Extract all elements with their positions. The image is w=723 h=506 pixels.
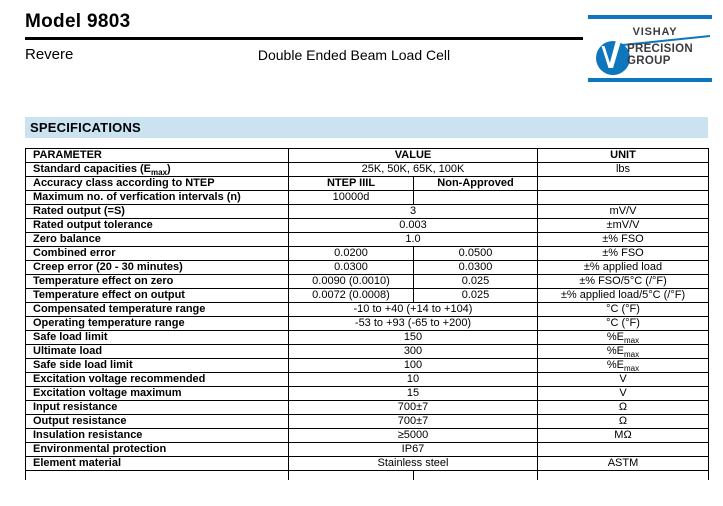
- brand-name: Revere: [25, 46, 74, 63]
- parameter-cell: Maximum no. of verfication intervals (n): [26, 191, 289, 205]
- unit-cell: [538, 471, 709, 480]
- parameter-cell: Compensated temperature range: [26, 303, 289, 317]
- unit-cell: mV/V: [538, 205, 709, 219]
- parameter-cell: Ultimate load: [26, 345, 289, 359]
- parameter-cell: Temperature effect on zero: [26, 275, 289, 289]
- value-cell: 700±7: [289, 401, 538, 415]
- value-cell: 0.003: [289, 219, 538, 233]
- col-header-parameter: PARAMETER: [26, 149, 289, 163]
- table-row: [26, 443, 709, 457]
- value-cell: 0.025: [414, 275, 538, 289]
- table-row: [26, 429, 709, 443]
- table-row: [26, 401, 709, 415]
- logo-vishay-text: VISHAY: [632, 26, 678, 38]
- table-row: [26, 233, 709, 247]
- unit-cell: V: [538, 373, 709, 387]
- value-cell: 10: [289, 373, 538, 387]
- table-row: [26, 303, 709, 317]
- unit-cell: °C (°F): [538, 303, 709, 317]
- unit-cell: [538, 443, 709, 457]
- parameter-cell: Insulation resistance: [26, 429, 289, 443]
- table-row: [26, 317, 709, 331]
- unit-cell: $\%E_{max}$: [538, 345, 709, 359]
- table-row: [26, 247, 709, 261]
- value-cell: 0.025: [414, 289, 538, 303]
- unit-cell: V: [538, 387, 709, 401]
- value-cell: -10 to +40 (+14 to +104): [289, 303, 538, 317]
- unit-cell: ±% FSO: [538, 247, 709, 261]
- parameter-cell: Input resistance: [26, 401, 289, 415]
- unit-cell: ASTM: [538, 457, 709, 471]
- unit-cell: $\%E_{max}$: [538, 359, 709, 373]
- unit-cell: Ω: [538, 401, 709, 415]
- value-cell: 300: [289, 345, 538, 359]
- value-cell: 15: [289, 387, 538, 401]
- table-row: [26, 457, 709, 471]
- value-cell: 0.0200: [289, 247, 414, 261]
- parameter-cell: Combined error: [26, 247, 289, 261]
- table-row: [26, 331, 709, 345]
- value-cell: [414, 191, 538, 205]
- table-row: [26, 219, 709, 233]
- value-cell: ≥5000: [289, 429, 538, 443]
- parameter-cell: Rated output tolerance: [26, 219, 289, 233]
- unit-cell: $\%E_{max}$: [538, 331, 709, 345]
- table-row: [26, 345, 709, 359]
- parameter-cell: Environmental protection: [26, 443, 289, 457]
- unit-cell: Ω: [538, 415, 709, 429]
- unit-cell: ±% FSO: [538, 233, 709, 247]
- value-cell: 0.0300: [414, 261, 538, 275]
- table-row: [26, 191, 709, 205]
- unit-cell: °C (°F): [538, 317, 709, 331]
- unit-cell: ±% applied load/5°C (/°F): [538, 289, 709, 303]
- table-row: [26, 177, 709, 191]
- product-name: Double Ended Beam Load Cell: [257, 47, 451, 63]
- value-cell: 1.0: [289, 233, 538, 247]
- parameter-cell: [26, 471, 289, 480]
- col-header-unit: UNIT: [538, 149, 709, 163]
- value-cell: 100: [289, 359, 538, 373]
- unit-cell: [538, 191, 709, 205]
- section-header: [25, 117, 708, 138]
- title-divider: [25, 37, 583, 40]
- unit-cell: MΩ: [538, 429, 709, 443]
- value-cell: IP67: [289, 443, 538, 457]
- value-cell: [414, 471, 538, 480]
- table-row: [26, 163, 709, 177]
- unit-cell: ±% FSO/5°C (/°F): [538, 275, 709, 289]
- table-row: [26, 359, 709, 373]
- logo-precision-text: PRECISION: [627, 43, 693, 55]
- table-row: [26, 373, 709, 387]
- parameter-cell: Temperature effect on output: [26, 289, 289, 303]
- value-cell: 0.0072 (0.0008): [289, 289, 414, 303]
- unit-cell: [538, 177, 709, 191]
- value-cell: Stainless steel: [289, 457, 538, 471]
- parameter-cell: Zero balance: [26, 233, 289, 247]
- table-header-row: [26, 149, 709, 163]
- parameter-cell: Output resistance: [26, 415, 289, 429]
- parameter-cell: Safe load limit: [26, 331, 289, 345]
- logo-group-text: GROUP: [627, 55, 671, 67]
- section-title: SPECIFICATIONS: [30, 120, 141, 135]
- parameter-cell: Standard capacities $(E_{max})$: [26, 163, 289, 177]
- specifications-table: [25, 148, 709, 480]
- parameter-cell: Safe side load limit: [26, 359, 289, 373]
- value-cell: NTEP IIIL: [289, 177, 414, 191]
- parameter-cell: Accuracy class according to NTEP: [26, 177, 289, 191]
- value-cell: Non-Approved: [414, 177, 538, 191]
- table-row: [26, 387, 709, 401]
- value-cell: -53 to +93 (-65 to +200): [289, 317, 538, 331]
- table-row: [26, 261, 709, 275]
- parameter-cell: Rated output (=S): [26, 205, 289, 219]
- value-cell: [289, 471, 414, 480]
- parameter-cell: Creep error (20 - 30 minutes): [26, 261, 289, 275]
- value-cell: 0.0090 (0.0010): [289, 275, 414, 289]
- table-row: [26, 415, 709, 429]
- table-row: [26, 275, 709, 289]
- value-cell: 0.0500: [414, 247, 538, 261]
- table-row: [26, 205, 709, 219]
- value-cell: 150: [289, 331, 538, 345]
- logo-bottom-bar: [588, 78, 712, 82]
- parameter-cell: Operating temperature range: [26, 317, 289, 331]
- parameter-cell: Excitation voltage maximum: [26, 387, 289, 401]
- value-cell: 700±7: [289, 415, 538, 429]
- vishay-precision-group-logo: [586, 15, 712, 83]
- value-cell: 10000d: [289, 191, 414, 205]
- value-cell: 3: [289, 205, 538, 219]
- parameter-cell: Element material: [26, 457, 289, 471]
- table-stub-row: [26, 471, 709, 480]
- parameter-cell: Excitation voltage recommended: [26, 373, 289, 387]
- value-cell: 25K, 50K, 65K, 100K: [289, 163, 538, 177]
- unit-cell: ±mV/V: [538, 219, 709, 233]
- value-cell: 0.0300: [289, 261, 414, 275]
- unit-cell: lbs: [538, 163, 709, 177]
- col-header-value: VALUE: [289, 149, 538, 163]
- logo-top-bar: [588, 15, 712, 19]
- page-title: Model 9803: [25, 11, 131, 32]
- unit-cell: ±% applied load: [538, 261, 709, 275]
- table-row: [26, 289, 709, 303]
